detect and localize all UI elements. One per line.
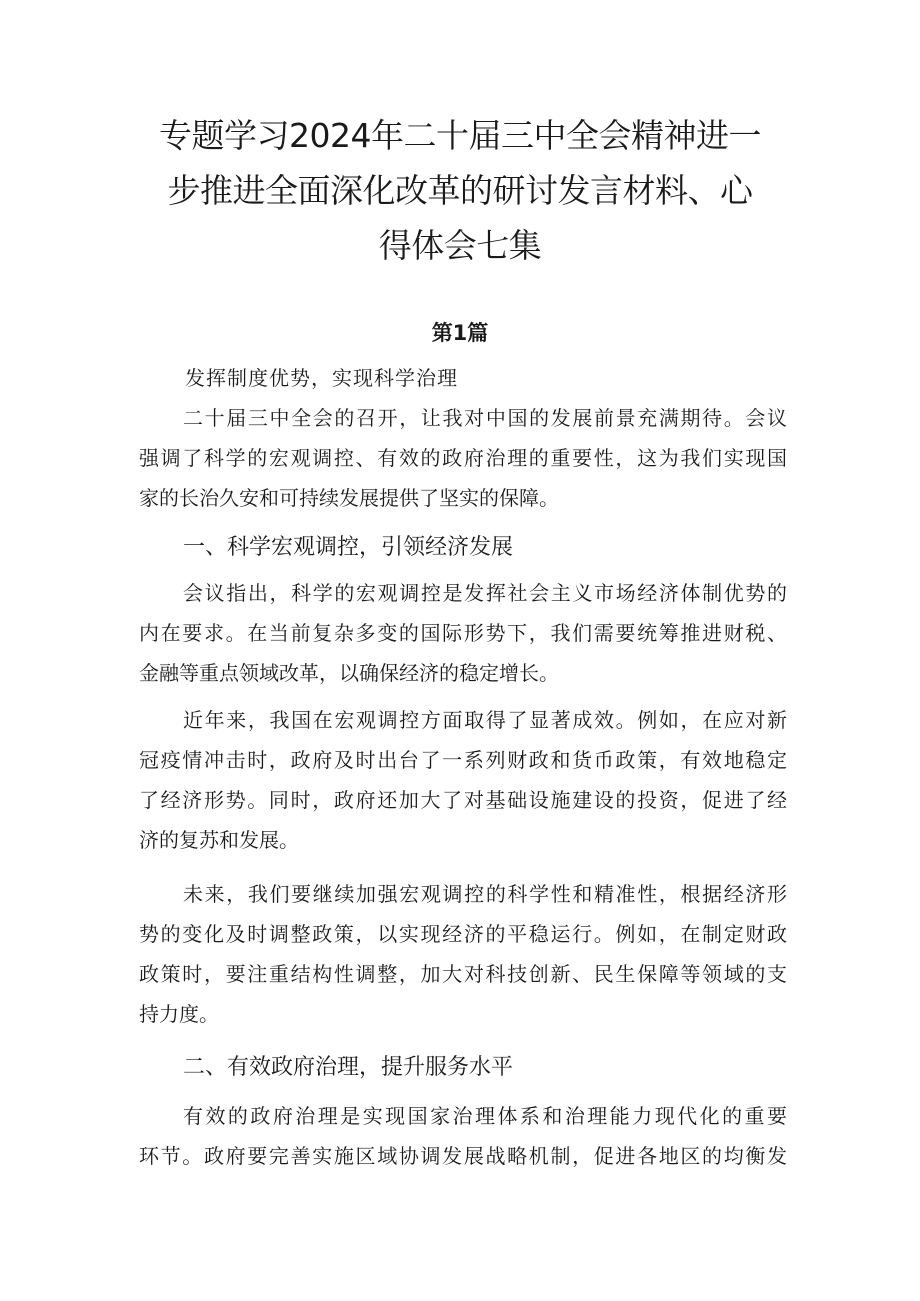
part-heading: 第1篇 xyxy=(431,321,489,345)
intro-paragraph xyxy=(139,398,787,518)
section-heading-1: 一、科学宏观调控，引领经济发展 xyxy=(183,535,514,560)
paragraph-line: 势的变化及时调整政策，以实现经济的平稳运行。例如，在制定财政 xyxy=(139,922,787,946)
section1-paragraph-3 xyxy=(139,874,787,1034)
paragraph-line: 政策时，要注重结构性调整，加大对科技创新、民生保障等领域的支 xyxy=(139,962,787,986)
title-line: 步推进全面深化改革的研讨发言材料、心 xyxy=(167,171,753,210)
paragraph-line: 内在要求。在当前复杂多变的国际形势下，我们需要统筹推进财税、 xyxy=(139,621,787,645)
document-title xyxy=(140,108,780,273)
paragraph-line: 未来，我们要继续加强宏观调控的科学性和精准性，根据经济形 xyxy=(183,882,787,906)
paragraph-line: 了经济形势。同时，政府还加大了对基础设施建设的投资，促进了经 xyxy=(139,788,787,812)
paragraph-line: 二十届三中全会的召开，让我对中国的发展前景充满期待。会议 xyxy=(183,406,787,430)
title-line: 得体会七集 xyxy=(378,226,542,265)
paragraph-line: 持力度。 xyxy=(139,1002,219,1026)
paragraph-line: 会议指出，科学的宏观调控是发挥社会主义市场经济体制优势的 xyxy=(183,581,787,605)
section1-paragraph-1 xyxy=(139,573,787,693)
paragraph-line: 冠疫情冲击时，政府及时出台了一系列财政和货币政策，有效地稳定 xyxy=(139,748,787,772)
section2-paragraph-1 xyxy=(139,1096,787,1176)
paragraph-line: 金融等重点领域改革，以确保经济的稳定增长。 xyxy=(139,661,559,685)
paragraph-line: 近年来，我国在宏观调控方面取得了显著成效。例如，在应对新 xyxy=(183,708,787,732)
paragraph-line: 家的长治久安和可持续发展提供了坚实的保障。 xyxy=(139,486,559,510)
section1-paragraph-2 xyxy=(139,700,787,860)
paragraph-line: 有效的政府治理是实现国家治理体系和治理能力现代化的重要 xyxy=(183,1104,787,1128)
paragraph-line: 环节。政府要完善实施区域协调发展战略机制，促进各地区的均衡发 xyxy=(139,1144,787,1168)
paragraph-line: 济的复苏和发展。 xyxy=(139,828,299,852)
title-line: 专题学习2024年二十届三中全会精神进一 xyxy=(159,116,761,155)
paragraph-line: 强调了科学的宏观调控、有效的政府治理的重要性，这为我们实现国 xyxy=(139,446,787,470)
paragraph-subtitle: 发挥制度优势，实现科学治理 xyxy=(185,366,458,390)
section-heading-2: 二、有效政府治理，提升服务水平 xyxy=(183,1055,514,1080)
